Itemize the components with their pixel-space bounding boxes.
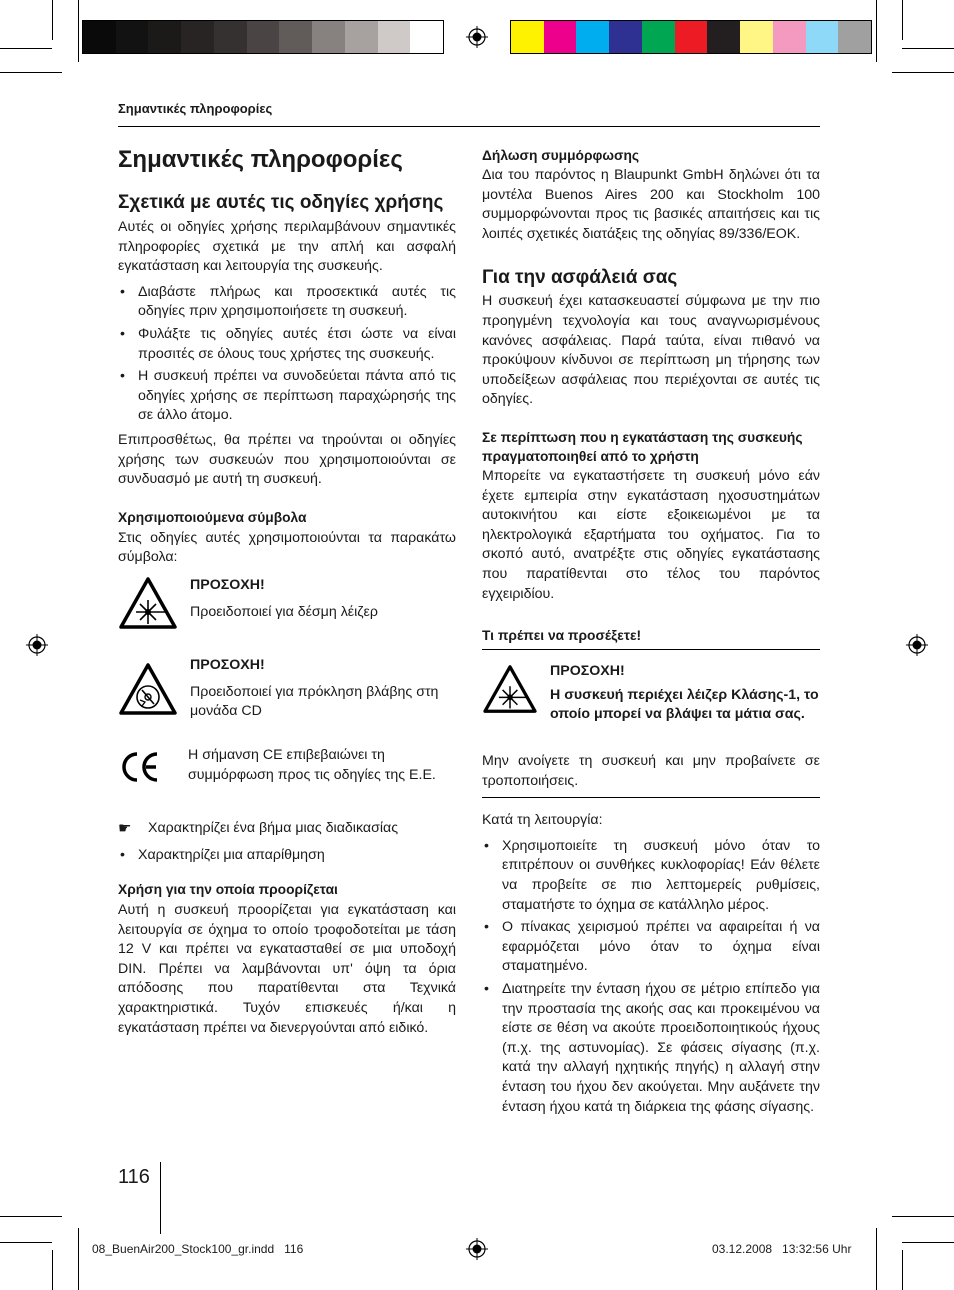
running-header: Σημαντικές πληροφορίες xyxy=(118,101,273,116)
crop-mark xyxy=(892,72,954,73)
crop-mark xyxy=(0,1216,62,1217)
registration-mark-icon xyxy=(906,634,928,656)
attention-heading: Τι πρέπει να προσέξετε! xyxy=(482,628,642,644)
gray-swatch xyxy=(214,21,247,53)
gray-swatch xyxy=(247,21,280,53)
intended-use-text: Αυτή η συσκευή προορίζεται για εγκατάσταση και λειτουργία σε όχημα το οποίο τροφοδοτείται με τάση 12 V και πρέπει να εγκατασταθεί σε μια υποδοχή DIN. Πρέπει να λαμβάνονται υπ' όψη τα όρια απόδοσης που παρατίθενται στα Τεχνικά χαρακτηριστικά. Τυχόν επισκευές ή/και η εγκατάσταση πρέπει να διενεργούνται από ειδικό. xyxy=(118,902,456,1036)
list-item: • Η συσκευή πρέπει να συνοδεύεται πάντα από τις οδηγίες χρήσης σε περίπτωση παραχώρησής της σε άλλο άτομο. xyxy=(118,367,456,426)
color-swatch xyxy=(806,21,839,53)
crop-mark xyxy=(902,0,903,40)
laser-warning-icon xyxy=(118,576,178,630)
registration-mark-icon xyxy=(466,1238,488,1260)
list-item: • Χρησιμοποιείτε τη συσκευή μόνο όταν το επιτρέπουν οι συνθήκες κυκλοφορίας! Εάν θέλετε να προβείτε σε πιο λεπτομερείς ρυθμίσεις, σταματήστε το όχημα σε κατάλληλο μέρος. xyxy=(482,837,820,915)
step-line xyxy=(118,819,456,839)
list-item: • Ο πίνακας χειρισμού πρέπει να αφαιρείται ή να εφαρμόζεται μόνο όταν το όχημα είναι σταματημένο. xyxy=(482,918,820,977)
cd-warning-block xyxy=(118,656,456,742)
attention-text: Μην ανοίγετε τη συσκευή και μην προβαίνετε σε τροποποιήσεις. xyxy=(482,753,820,789)
gray-swatch xyxy=(312,21,345,53)
crop-mark xyxy=(892,1216,954,1217)
ce-block xyxy=(118,746,456,816)
header-rule xyxy=(118,126,820,127)
enum-list xyxy=(118,846,456,866)
page-title: Σημαντικές πληροφορίες xyxy=(118,146,403,173)
install-text: Μπορείτε να εγκαταστήσετε τη συσκευή μόνο εάν έχετε εμπειρία στην εγκατάσταση ηχοσυστημάτων αυτοκινήτου και είστε εξοικειωμένοι με τα ηλεκτρολογικά εξαρτήματα του οχήματος. Για το σκοπό αυτό, ανατρέξτε στις οδηγίες εγκατάστασης που παρατίθενται στο τέλος του παρόντος εγχειριδίου. xyxy=(482,467,820,602)
page-number: 116 xyxy=(118,1166,150,1188)
crop-mark xyxy=(902,1242,954,1243)
laser-warning-block xyxy=(118,576,456,646)
symbols-intro: Στις οδηγίες αυτές χρησιμοποιούνται τα παρακάτω σύμβολα: xyxy=(118,529,456,566)
about-bullet-list xyxy=(118,283,456,426)
attention-rule-bottom xyxy=(482,797,820,798)
warning-text: Προειδοποιεί για δέσμη λέιζερ xyxy=(190,603,378,620)
pointing-hand-icon: ☛ xyxy=(118,819,132,837)
conformity-text: Δια του παρόντος η Blaupunkt GmbH δηλώνει ότι τα μοντέλα Buenos Aires 200 και Stockholm 100 συμμορφώνονται προς τις βασικές απαιτήσεις και τις λοιπές σχετικές διατάξεις της οδηγίας 89/336/ΕΟΚ. xyxy=(482,167,820,242)
crop-mark xyxy=(902,1250,903,1290)
additional-text: Επιπροσθέτως, θα πρέπει να τηρούνται οι οδηγίες χρήσης των συσκευών που χρησιμοποιούνται σε συνδυασμό με αυτή τη συσκευή. xyxy=(118,431,456,488)
color-swatch xyxy=(773,21,806,53)
left-column xyxy=(118,146,456,1038)
crop-mark xyxy=(52,0,53,40)
color-swatch xyxy=(838,21,871,53)
warning-title: ΠΡΟΣΟΧΗ! xyxy=(190,656,265,673)
gray-swatch xyxy=(181,21,214,53)
gray-swatch xyxy=(410,21,443,53)
attention-rule-top xyxy=(482,649,820,650)
safety-text: Η συσκευή έχει κατασκευαστεί σύμφωνα με την πιο προηγμένη τεχνολογία και τους αναγνωρισμένους κανόνες ασφάλειας. Παρά ταύτα, είναι πιθανό να προκύψουν κίνδυνοι σε περίπτωση μη τήρησης των υποδείξεων ασφάλειας που περιέχονται σε αυτές τις οδηγίες. xyxy=(482,293,820,408)
crop-mark xyxy=(876,0,877,62)
warning-title: ΠΡΟΣΟΧΗ! xyxy=(550,663,625,680)
crop-mark xyxy=(0,48,52,49)
color-swatch xyxy=(707,21,740,53)
operation-bullet-list xyxy=(482,837,820,1117)
crop-mark xyxy=(0,72,62,73)
conformity-heading: Δήλωση συμμόρφωσης xyxy=(482,148,640,163)
page-number-rule xyxy=(160,1162,161,1234)
gray-swatch xyxy=(345,21,378,53)
ce-mark-icon xyxy=(120,750,162,784)
operation-label: Κατά τη λειτουργία: xyxy=(482,812,603,829)
color-swatch xyxy=(675,21,708,53)
right-column xyxy=(482,146,820,1117)
step-text: Χαρακτηρίζει ένα βήμα μιας διαδικασίας xyxy=(148,819,399,836)
list-item: • Διατηρείτε την ένταση ήχου σε μέτριο επίπεδο για την προστασία της ακοής σας και προκειμένου να είστε σε θέση να ακούτε προειδοποιητικούς ήχους (π.χ. της αστυνομίας). Σε φάσεις σίγασης (π.χ. κατά την αλλαγή ηχητικής πηγής) η αλλαγή στην ένταση του ήχου δεν ακούγεται. Μην αυξάνετε την ένταση ήχου κατά τη διάρκεια της φάσης σίγασης. xyxy=(482,980,820,1117)
safety-heading: Για την ασφάλειά σας xyxy=(482,267,678,289)
color-swatch xyxy=(511,21,544,53)
color-swatch xyxy=(609,21,642,53)
intended-use-heading: Χρήση για την οποία προορίζεται xyxy=(118,882,338,898)
cd-warning-icon xyxy=(118,662,178,716)
warning-title: ΠΡΟΣΟΧΗ! xyxy=(190,576,265,593)
color-calibration-bar xyxy=(510,20,872,54)
gray-swatch xyxy=(83,21,116,53)
color-swatch xyxy=(544,21,577,53)
footer-timestamp: 03.12.2008 13:32:56 Uhr xyxy=(712,1242,852,1256)
gray-swatch xyxy=(148,21,181,53)
color-swatch xyxy=(576,21,609,53)
gray-swatch xyxy=(116,21,149,53)
symbols-heading: Χρησιμοποιούμενα σύμβολα xyxy=(118,509,307,525)
warning-text: Η συσκευή περιέχει λέιζερ Κλάσης-1, το οποίο μπορεί να βλάψει τα μάτια σας. xyxy=(550,686,819,723)
registration-mark-icon xyxy=(466,26,488,48)
about-heading: Σχετικά με αυτές τις οδηγίες χρήσης xyxy=(118,192,444,213)
crop-mark xyxy=(876,1228,877,1290)
laser-warning-icon xyxy=(482,664,538,714)
list-item: • Χαρακτηρίζει μια απαρίθμηση xyxy=(118,846,456,866)
ce-text: Η σήμανση CE επιβεβαιώνει τη συμμόρφωση προς τις οδηγίες της Ε.Ε. xyxy=(188,746,436,783)
gray-swatch xyxy=(378,21,411,53)
crop-mark xyxy=(0,1242,52,1243)
registration-mark-icon xyxy=(26,634,48,656)
list-item: • Διαβάστε πλήρως και προσεκτικά αυτές τις οδηγίες πριν χρησιμοποιήσετε τη συσκευή. xyxy=(118,283,456,322)
warning-text: Προειδοποιεί για πρόκληση βλάβης στη μονάδα CD xyxy=(190,683,439,720)
attention-warning-block xyxy=(482,662,820,752)
crop-mark xyxy=(78,1228,79,1290)
crop-mark xyxy=(78,0,79,62)
install-heading: Σε περίπτωση που η εγκατάσταση της συσκευής πραγματοποιηθεί από το χρήστη xyxy=(482,429,803,464)
footer-file-info: 08_BuenAir200_Stock100_gr.indd 116 xyxy=(92,1242,304,1256)
gray-swatch xyxy=(279,21,312,53)
color-swatch xyxy=(740,21,773,53)
crop-mark xyxy=(902,48,954,49)
about-text: Αυτές οι οδηγίες χρήσης περιλαμβάνουν σημαντικές πληροφορίες σχετικά με την απλή και ασφαλή εγκατάσταση και λειτουργία της συσκευής. xyxy=(118,219,456,275)
list-item: • Φυλάξτε τις οδηγίες αυτές έτσι ώστε να είναι προσιτές σε όλους τους χρήστες της συσκευής. xyxy=(118,325,456,364)
grayscale-calibration-bar xyxy=(82,20,444,54)
crop-mark xyxy=(52,1250,53,1290)
color-swatch xyxy=(642,21,675,53)
